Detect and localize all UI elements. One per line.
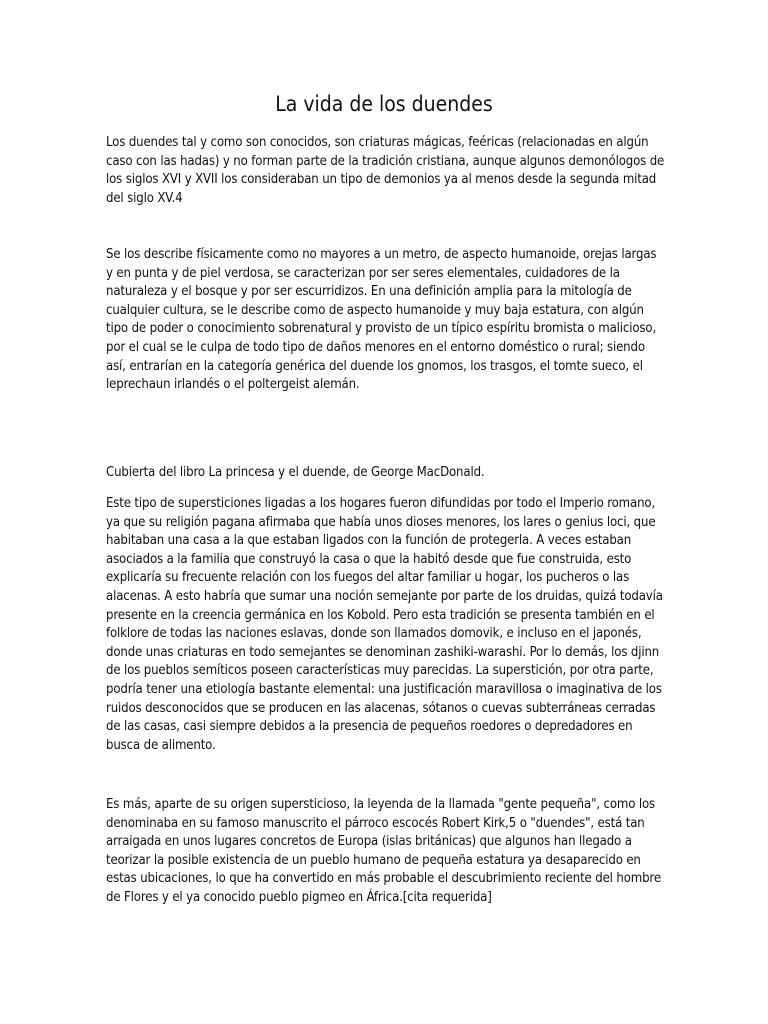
paragraph-description: Se los describe físicamente como no mayores a un metro, de aspecto humanoide, orejas largas y en punta y de piel verdosa, se caracterizan por ser seres elementales, cuidadores de la naturaleza y el bosque y por ser escurridizos. En una definición amplia para la mitología de cualquier cultura, se le describe como de aspecto humanoide y muy baja estatura, con algún tipo de poder o conocimiento sobrenatural y provisto de un típico espíritu bromista o malicioso, por el cual se le culpa de todo tipo de daños menores en el entorno doméstico o rural; siendo así, entrarían en la categoría genérica del duende los gnomos, los trasgos, el tomte sueco, el leprechaun irlandés o el poltergeist alemán. [106,247,657,393]
paragraph-superstitions: Este tipo de supersticiones ligadas a los hogares fueron difundidas por todo el Imperio romano, ya que su religión pagana afirmaba que había unos dioses menores, los lares o genius loci, que habitaban una casa a la que estaban ligados con la función de protegerla. A veces estaban asociados a la familia que construyó la casa o que la habitó desde que fue construida, esto explicaría su frecuente relación con los fuegos del altar familiar u hogar, los pucheros o las alacenas. A esto habría que sumar una noción semejante por parte de los druidas, quizá todavía presente en la creencia germánica en los Kobold. Pero esta tradición se presenta también en el folklore de todas las naciones eslavas, donde son llamados domovik, e incluso en el japonés, donde unas criaturas en todo semejantes se denominan zashiki-warashi. Por lo demás, los djinn de los pueblos semíticos poseen características muy parecidas. La superstición, por otra parte, podría tener una etiología bastante elemental: una justificación maravillosa o imaginativa de los ruidos desconocidos que se producen en las alacenas, sótanos o cuevas subterráneas cerradas de las casas, casi siempre debidos a la presencia de pequeños roedores o depredadores en busca de alimento. [106,496,663,753]
paragraph-caption: Cubierta del libro La princesa y el duende, de George MacDonald. [106,465,485,480]
paragraph-intro: Los duendes tal y como son conocidos, son criaturas mágicas, feéricas (relacionadas en algún caso con las hadas) y no forman parte de la tradición cristiana, aunque algunos demonólogos de los siglos XVI y XVII los consideraban un tipo de demonios ya al menos desde la segunda mitad del siglo XV.4 [106,135,665,206]
paragraph-little-people: Es más, aparte de su origen supersticioso, la leyenda de la llamada "gente pequeña", como los denominaba en su famoso manuscrito el párroco escocés Robert Kirk,5 o "duendes", está tan arraigada en unos lugares concretos de Europa (islas británicas) que algunos han llegado a teorizar la posible existencia de un pueblo humano de pequeña estatura ya desaparecido en estas ubicaciones, lo que ha convertido en más probable el descubrimiento reciente del hombre de Flores y el ya conocido pueblo pigmeo en África.[cita requerida] [106,797,661,905]
document-title: La vida de los duendes [275,92,493,116]
